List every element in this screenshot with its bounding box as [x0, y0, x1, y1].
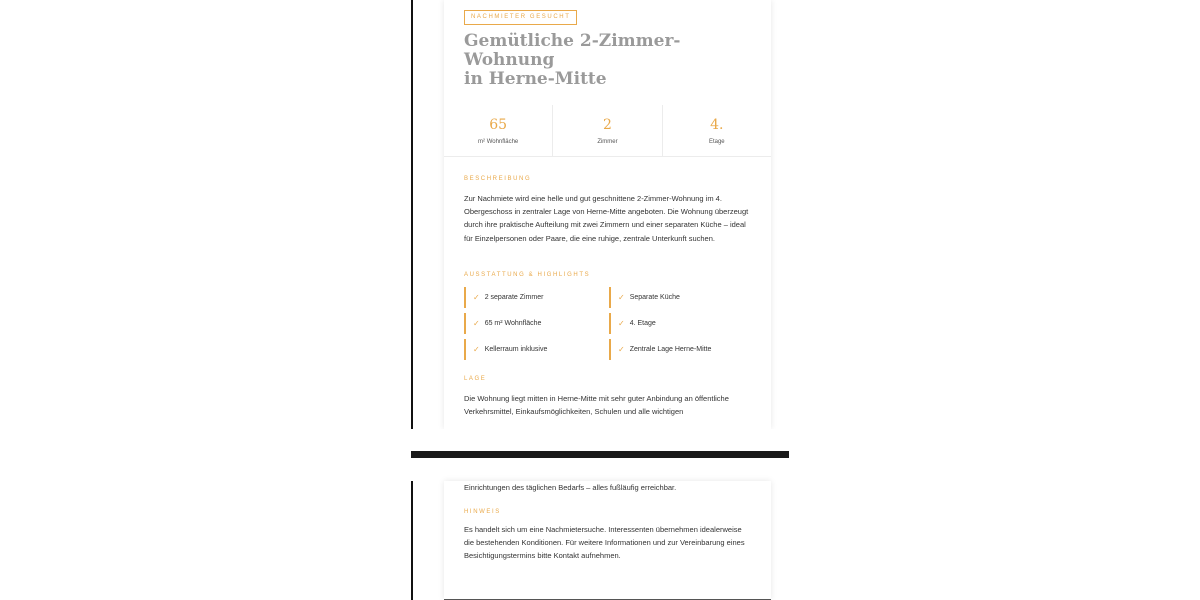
location-text-part2: Einrichtungen des täglichen Bedarfs – alles fußläufig erreichbar.: [464, 483, 677, 492]
stat-area: [444, 105, 553, 156]
title-line-1: Gemütliche 2-Zimmer-Wohnung: [464, 31, 681, 70]
stat-label: m² Wohnfläche: [478, 139, 519, 145]
feature-item: [464, 313, 609, 334]
feature-label: Kellerraum inklusive: [484, 346, 548, 353]
listing-title: [464, 32, 754, 89]
checkmark-icon: ✓: [618, 293, 625, 302]
stat-rooms: [553, 105, 662, 156]
stat-value: 4.: [710, 117, 724, 133]
section-heading-ausstattung: AUSSTATTUNG & HIGHLIGHTS: [464, 272, 591, 278]
feature-label: Separate Küche: [629, 294, 680, 301]
key-facts: [444, 105, 771, 157]
feature-label: 65 m² Wohnfläche: [484, 320, 542, 327]
checkmark-icon: ✓: [473, 293, 480, 302]
section-heading-hinweis: HINWEIS: [464, 509, 501, 515]
description-text: Zur Nachmiete wird eine helle und gut geschnittene 2-Zimmer-Wohnung im 4. Obergeschoss in zentraler Lage von Herne-Mitte angeboten. Die Wohnung überzeugt durch ihre praktische Aufteilung mit zwei Zimmern und einer separaten Küche – ideal für Einzelpersonen oder Paare, die eine ruhige, zentrale Unterkunft suchen.: [464, 194, 749, 243]
listing-card: [444, 0, 771, 429]
section-heading-beschreibung: BESCHREIBUNG: [464, 176, 532, 182]
stat-value: 65: [489, 117, 508, 133]
feature-label: 2 separate Zimmer: [484, 294, 544, 301]
screenshot-frame-edge: [411, 0, 413, 600]
feature-label: Zentrale Lage Herne-Mitte: [629, 346, 712, 353]
listing-card-continued: [444, 481, 771, 600]
feature-label: 4. Etage: [629, 320, 656, 327]
stat-label: Zimmer: [597, 139, 618, 145]
status-badge: NACHMIETER GESUCHT: [464, 10, 577, 25]
checkmark-icon: ✓: [473, 345, 480, 354]
feature-list: [464, 287, 754, 360]
location-text-part1: Die Wohnung liegt mitten in Herne-Mitte mit sehr guter Anbindung an öffentliche Verkehrsmittel, Einkaufsmöglichkeiten, Schulen und alle wichtigen: [464, 394, 729, 417]
checkmark-icon: ✓: [618, 345, 625, 354]
stat-value: 2: [603, 117, 612, 133]
feature-item: [609, 339, 754, 360]
notice-text: Es handelt sich um eine Nachmietersuche. Interessenten übernehmen idealerweise die bestehenden Konditionen. Für weitere Informationen und zur Vereinbarung eines Besichtigungstermins bitte Kontakt aufnehmen.: [464, 525, 745, 561]
feature-item: [464, 287, 609, 308]
title-line-2: in Herne-Mitte: [464, 69, 607, 89]
checkmark-icon: ✓: [618, 319, 625, 328]
screenshot-seam-bar: [411, 451, 789, 458]
stat-label: Etage: [708, 139, 725, 145]
feature-item: [609, 313, 754, 334]
checkmark-icon: ✓: [473, 319, 480, 328]
feature-item: [609, 287, 754, 308]
section-heading-lage: LAGE: [464, 376, 487, 382]
feature-item: [464, 339, 609, 360]
stat-floor: [663, 105, 771, 156]
